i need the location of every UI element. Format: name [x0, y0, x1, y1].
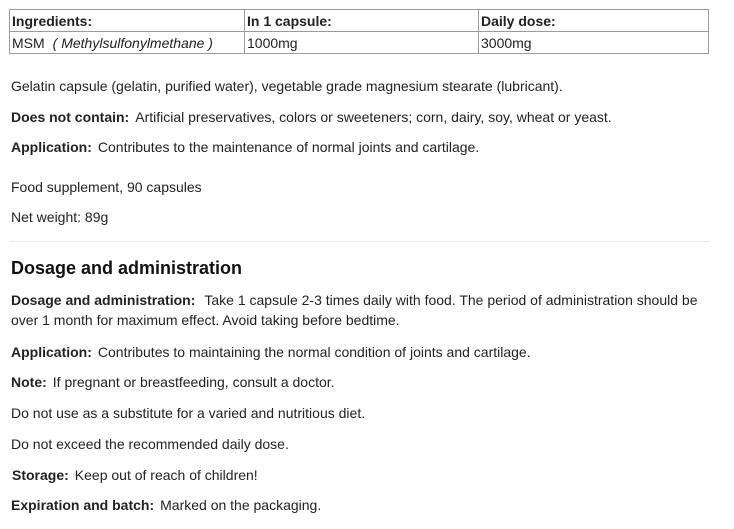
application-1-text: Contributes to the maintenance of normal joints and cartilage.	[97, 139, 480, 155]
does-not-contain-label: Does not contain:	[11, 109, 130, 125]
supplement-text: Food supplement, 90 capsules	[11, 179, 202, 195]
does-not-contain	[11, 109, 612, 125]
dosage-paragraph	[11, 290, 711, 330]
application-2	[11, 344, 531, 360]
storage	[12, 467, 258, 483]
note-label: Note:	[11, 374, 47, 390]
table-header-row	[10, 10, 709, 32]
note-text: If pregnant or breastfeeding, consult a doctor.	[52, 374, 335, 390]
expiration	[11, 497, 321, 513]
application-1-label: Application:	[11, 139, 92, 155]
application-2-label: Application:	[11, 344, 92, 360]
ingredient-subname: ( Methylsulfonylmethane )	[52, 34, 213, 51]
header-per-capsule: In 1 capsule:	[245, 10, 479, 32]
does-not-contain-text: Artificial preservatives, colors or sweeteners; corn, dairy, soy, wheat or yeast.	[135, 109, 612, 125]
capsule-text: Gelatin capsule (gelatin, purified water), vegetable grade magnesium stearate (lubricant).	[11, 78, 563, 94]
expiration-label: Expiration and batch:	[11, 497, 155, 513]
application-2-text: Contributes to maintaining the normal condition of joints and cartilage.	[97, 344, 531, 360]
storage-text: Keep out of reach of children!	[74, 467, 258, 483]
net-weight: Net weight: 89g	[11, 209, 109, 225]
section-title: Dosage and administration	[11, 258, 243, 278]
dosage-text: Take 1 capsule 2-3 times daily with food. The period of administration should be over 1 month for maximum effect. Avoid taking before bedtime.	[11, 292, 698, 328]
per-capsule-value: 1000mg	[245, 32, 479, 54]
ingredient-name: MSM	[12, 34, 45, 51]
application-1	[11, 139, 479, 155]
section-divider	[9, 241, 709, 242]
expiration-text: Marked on the packaging.	[160, 497, 322, 513]
ingredients-table	[9, 9, 709, 54]
ingredient-cell	[10, 32, 245, 54]
warning-1: Do not use as a substitute for a varied and nutritious diet.	[11, 405, 366, 421]
header-daily-dose: Daily dose:	[479, 10, 709, 32]
header-ingredients: Ingredients:	[10, 10, 245, 32]
table-row	[10, 32, 709, 54]
note	[11, 374, 335, 390]
warning-2: Do not exceed the recommended daily dose.	[11, 436, 289, 452]
daily-dose-value: 3000mg	[479, 32, 709, 54]
dosage-label: Dosage and administration:	[11, 292, 196, 308]
storage-label: Storage:	[12, 467, 69, 483]
